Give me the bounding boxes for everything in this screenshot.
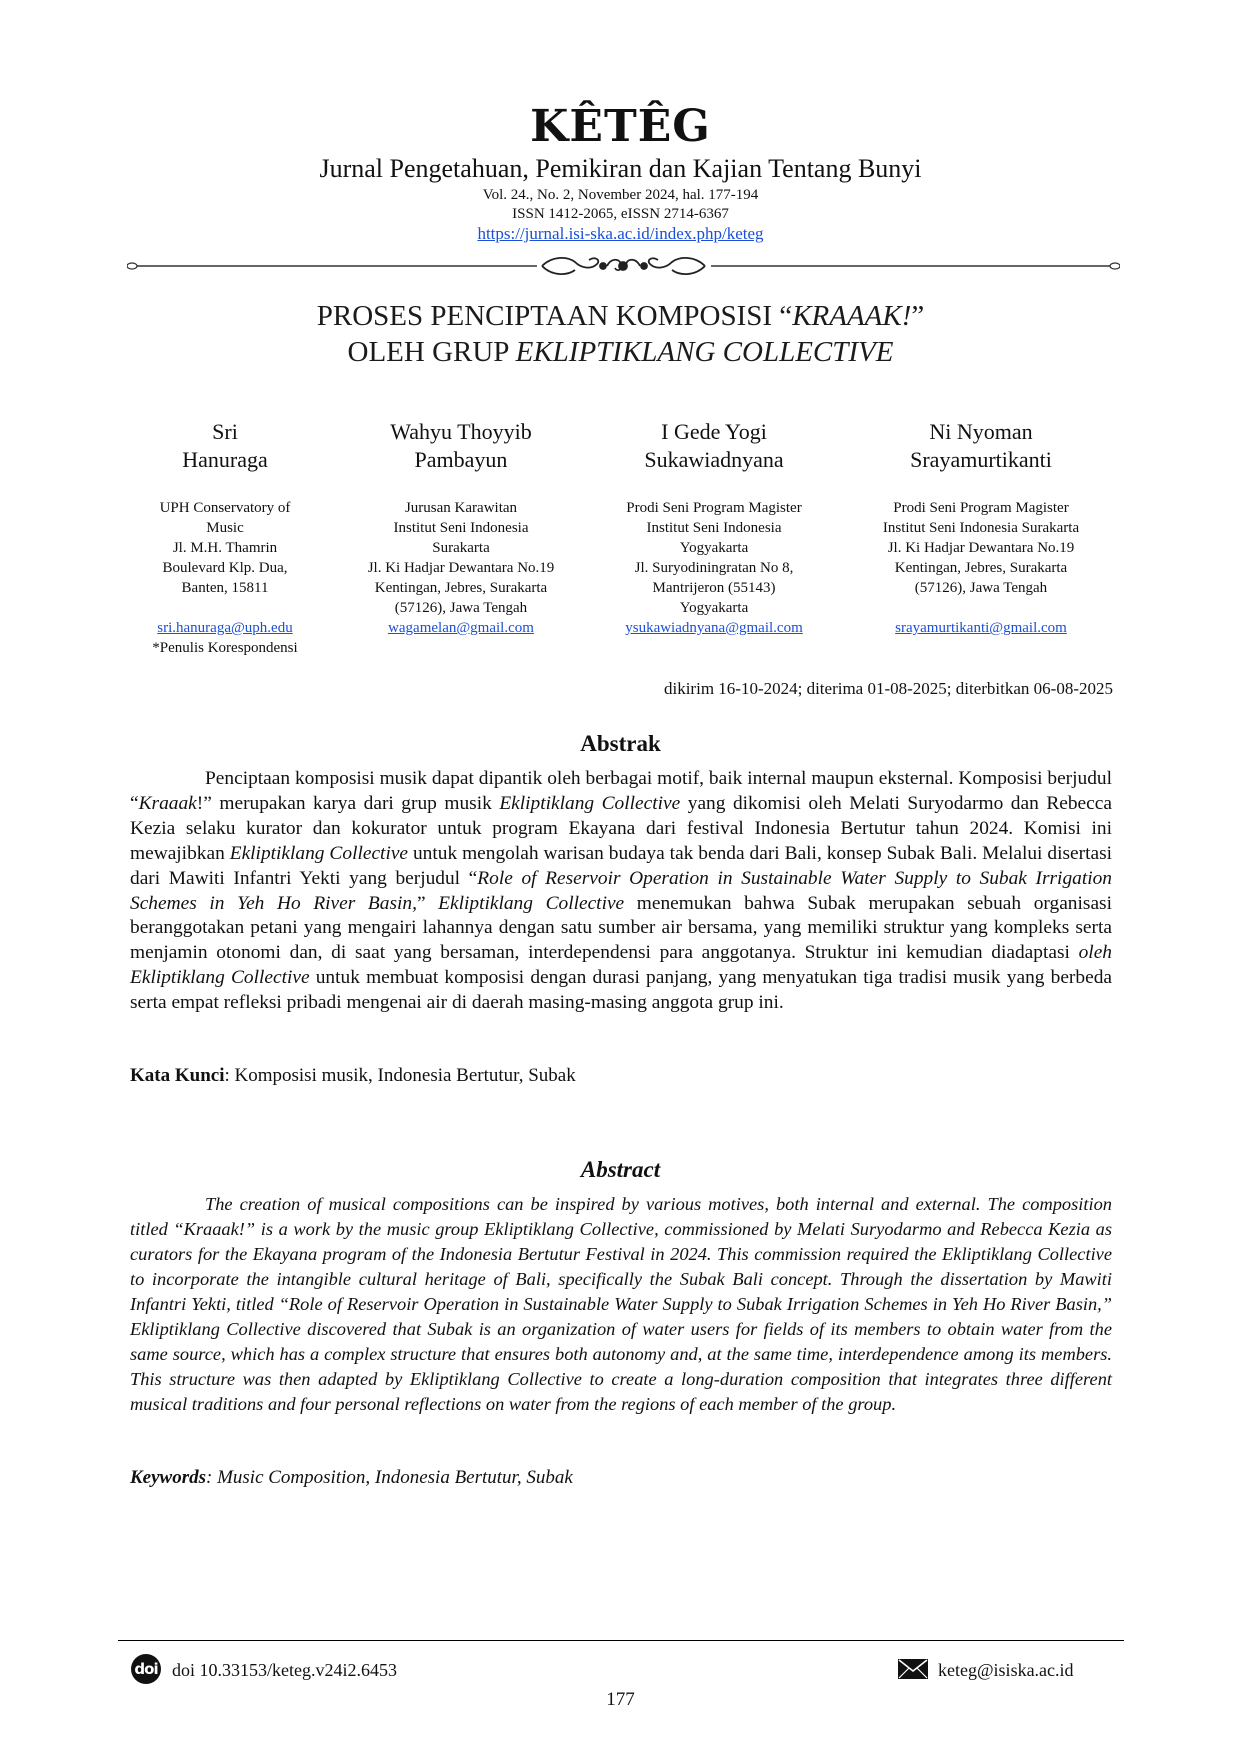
- author-affiliation: [116, 498, 334, 658]
- affiliation-line: Kentingan, Jebres, Surakarta: [374, 580, 548, 596]
- author-affiliation: [856, 498, 1106, 638]
- keywords: [130, 1466, 573, 1490]
- footer-divider: [118, 1640, 1124, 1641]
- affiliation-line: Prodi Seni Program Magister: [626, 500, 802, 516]
- envelope-icon: [898, 1659, 928, 1679]
- affiliation-line: UPH Conservatory of: [159, 500, 291, 516]
- paper-title: [0, 298, 1241, 370]
- author-name-line: Sukawiadnyana: [644, 447, 784, 472]
- affiliation-line: Banten, 15811: [181, 580, 269, 596]
- abstrak-italic: Ekliptiklang Collective: [438, 892, 625, 914]
- keywords-label: Keywords: [130, 1467, 206, 1488]
- page-number: 177: [606, 1689, 635, 1710]
- issn-info: ISSN 1412-2065, eISSN 2714-6367: [512, 206, 729, 222]
- affiliation-line: Jl. Suryodiningratan No 8,: [634, 560, 794, 576]
- author-name-line: Pambayun: [414, 447, 508, 472]
- abstract-text: The creation of musical compositions can be inspired by various motives, both internal and external. The composition titled “Kraaak!” is a work by the music group Ekliptiklang Collective, commissioned by Melati Suryodarmo and Rebecca Kezia as curators for the Ekayana program of the Indonesia Bertutur Festival in 2024. This commission required the Ekliptiklang Collective to incorporate the intangible cultural heritage of Bali, specifically the Subak Bali concept. Through the dissertation by Mawiti Infantri Yekti, titled “Role of Reservoir Operation in Sustainable Water Supply to Subak Irrigation Schemes in Yeh Ho River Basin,” Ekliptiklang Collective discovered that Subak is an organization of water users for fields of its members to obtain water from the same source, which has a complex structure that ensures both autonomy and, at the same time, interdependence among its members. This structure was then adapted by Ekliptiklang Collective to create a long-duration composition that integrates three different musical traditions and four personal reflections on water from the regions of each member of the group.: [130, 1194, 1112, 1414]
- affiliation-line: Mantrijeron (55143): [652, 580, 776, 596]
- author-block: [116, 418, 334, 658]
- abstrak-text: Penciptaan komposisi musik dapat dipantik oleh berbagai motif, baik internal maupun eksternal. Komposisi berjudul “: [130, 768, 1112, 814]
- author-affiliation: [603, 498, 825, 638]
- title-text: PROSES PENCIPTAAN KOMPOSISI “: [316, 300, 793, 332]
- ornament-divider: [127, 252, 1120, 280]
- author-name: [603, 418, 825, 474]
- abstrak-italic: Ekliptiklang Collective: [229, 842, 409, 864]
- author-name-line: I Gede Yogi: [661, 419, 767, 444]
- corresponding-note: *Penulis Korespondensi: [152, 640, 298, 656]
- volume-info: Vol. 24., No. 2, November 2024, hal. 177-194: [482, 187, 759, 203]
- abstrak-text: ”: [416, 892, 439, 914]
- abstrak-paragraph: [130, 767, 1112, 1016]
- abstrak-text: yang dikomisi oleh Melati Suryodarmo dan Rebecca Kezia selaku kurator dan kokurator untuk program Ekayana dari festival Indonesia Bertutur tahun 2024. Komisi ini mewajibkan: [130, 792, 1112, 864]
- kata-kunci: [130, 1064, 576, 1088]
- author-name-line: Hanuraga: [182, 447, 268, 472]
- affiliation-line: Yogyakarta: [679, 540, 749, 556]
- author-email-link[interactable]: srayamurtikanti@gmail.com: [895, 620, 1067, 636]
- submission-dates: dikirim 16-10-2024; diterima 01-08-2025; diterbitkan 06-08-2025: [663, 679, 1113, 698]
- author-email-link[interactable]: ysukawiadnyana@gmail.com: [625, 620, 803, 636]
- title-italic: EKLIPTIKLANG COLLECTIVE: [515, 336, 894, 368]
- journal-url-link[interactable]: https://jurnal.isi-ska.ac.id/index.php/keteg: [477, 224, 764, 243]
- affiliation-line: Institut Seni Indonesia Surakarta: [882, 520, 1080, 536]
- author-name: [350, 418, 572, 474]
- abstrak-text: menemukan bahwa Subak merupakan sebuah organisasi beranggotakan petani yang mengairi lahannya dengan satu sumber air bersama, yang memiliki struktur yang kompleks serta menjamin otonomi dan, di saat yang bersaman, interdependensi para anggotanya. Struktur ini kemudian diadaptasi: [130, 892, 1112, 964]
- doi-icon: doi: [131, 1654, 161, 1684]
- affiliation-line: Music: [206, 520, 244, 536]
- kata-kunci-label: Kata Kunci: [130, 1065, 225, 1086]
- abstract-heading: Abstract: [580, 1157, 661, 1182]
- affiliation-line: Prodi Seni Program Magister: [893, 500, 1069, 516]
- affiliation-line: Institut Seni Indonesia: [393, 520, 529, 536]
- kata-kunci-text: : Komposisi musik, Indonesia Bertutur, Subak: [224, 1065, 576, 1086]
- title-line-1: [0, 298, 1241, 334]
- abstrak-italic: Kraaak: [138, 792, 197, 814]
- author-name: [116, 418, 334, 474]
- author-name-line: Srayamurtikanti: [910, 447, 1052, 472]
- author-email-link[interactable]: sri.hanuraga@uph.edu: [157, 620, 293, 636]
- author-affiliation: [350, 498, 572, 638]
- abstrak-italic: oleh Ekliptiklang Collective: [130, 942, 1112, 989]
- affiliation-line: Jl. Ki Hadjar Dewantara No.19: [367, 560, 555, 576]
- abstrak-text: untuk mengolah warisan budaya tak benda dari Bali, konsep Subak Bali. Melalui disertasi dari Mawiti Infantri Yekti yang berjudul “: [130, 842, 1113, 889]
- affiliation-line: Jl. M.H. Thamrin: [172, 540, 278, 556]
- affiliation-line: (57126), Jawa Tengah: [394, 600, 528, 616]
- title-text: ”: [911, 300, 925, 332]
- affiliation-line: Kentingan, Jebres, Surakarta: [894, 560, 1068, 576]
- author-name-line: Sri: [212, 419, 238, 444]
- affiliation-line: Jurusan Karawitan: [404, 500, 518, 516]
- affiliation-line: Boulevard Klp. Dua,: [162, 560, 288, 576]
- author-block: [603, 418, 825, 638]
- author-name-line: Wahyu Thoyyib: [390, 419, 532, 444]
- affiliation-line: Surakarta: [432, 540, 490, 556]
- title-line-2: [0, 334, 1241, 370]
- journal-logo: KÊTÊG: [530, 101, 711, 152]
- abstrak-text: !” merupakan karya dari grup musik: [196, 792, 500, 814]
- author-name-line: Ni Nyoman: [929, 419, 1033, 444]
- journal-email-link[interactable]: keteg@isiska.ac.id: [938, 1660, 1074, 1680]
- journal-title: Jurnal Pengetahuan, Pemikiran dan Kajian Tentang Bunyi: [319, 154, 922, 183]
- title-text: OLEH GRUP: [347, 336, 516, 368]
- author-block: [856, 418, 1106, 638]
- author-block: [350, 418, 572, 638]
- abstrak-text: untuk membuat komposisi dengan durasi panjang, yang menyatukan tiga tradisi musik yang berbeda serta empat refleksi pribadi mengenai air di daerah masing-masing anggota grup ini.: [130, 967, 1112, 1014]
- affiliation-line: Institut Seni Indonesia: [646, 520, 782, 536]
- abstrak-heading: Abstrak: [580, 731, 661, 756]
- affiliation-line: (57126), Jawa Tengah: [914, 580, 1048, 596]
- doi-link[interactable]: doi 10.33153/keteg.v24i2.6453: [172, 1660, 397, 1680]
- abstrak-italic: Role of Reservoir Operation in Sustainable Water Supply to Subak Irrigation Schemes in Yeh Ho River Basin,: [130, 867, 1112, 914]
- affiliation-line: Yogyakarta: [679, 600, 749, 616]
- title-italic: KRAAAK!: [792, 300, 912, 332]
- author-email-link[interactable]: wagamelan@gmail.com: [388, 620, 534, 636]
- keywords-text: : Music Composition, Indonesia Bertutur, Subak: [206, 1467, 573, 1488]
- abstract-paragraph: [130, 1192, 1112, 1417]
- abstrak-italic: Ekliptiklang Collective: [499, 792, 681, 814]
- affiliation-line: Jl. Ki Hadjar Dewantara No.19: [887, 540, 1075, 556]
- author-name: [856, 418, 1106, 474]
